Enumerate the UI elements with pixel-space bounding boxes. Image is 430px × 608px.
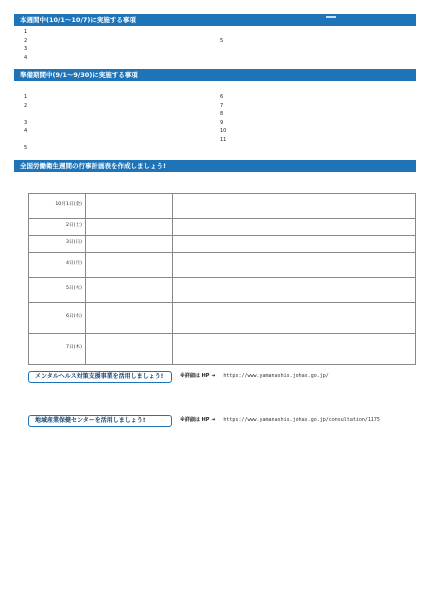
table-row: 7日(木) <box>29 333 416 364</box>
list-item: 2 <box>24 37 28 44</box>
table-row: 6日(水) <box>29 302 416 333</box>
mental-health-row <box>14 371 416 383</box>
table-row: 3日(日) <box>29 235 416 252</box>
mental-health-title: メンタルヘルス対策支援事業を活用しましょう! <box>28 371 172 383</box>
section3-intro <box>14 172 416 182</box>
center-list-title <box>14 445 416 454</box>
center-paragraph-1 <box>14 427 416 436</box>
list-item: 4 <box>24 128 28 134</box>
center-detail-label: ※詳細は HP ➜ <box>180 417 216 424</box>
section1-columns <box>14 26 416 63</box>
section2-right <box>220 94 408 154</box>
section1-header <box>14 14 416 26</box>
list-item: 5 <box>24 145 28 151</box>
mental-health-contact <box>14 401 416 410</box>
list-item: 5 <box>220 37 224 44</box>
list-item: 6 <box>220 94 224 100</box>
list-item: 1 <box>24 94 28 100</box>
mental-health-paragraph-2 <box>14 392 416 401</box>
section2-columns <box>14 91 416 154</box>
list-item <box>24 137 212 144</box>
section1-title: 本週間中(10/1〜10/7)に実施する事項 <box>20 16 136 24</box>
section3-title: 全国労働衛生週間の行事計画表を作成しましょう! <box>20 161 166 170</box>
list-item: 3 <box>24 46 28 52</box>
mental-health-paragraph-1 <box>14 383 416 392</box>
list-item: 10 <box>220 128 227 134</box>
section2-left <box>24 94 212 154</box>
list-item: 1 <box>24 29 28 35</box>
list-item <box>24 111 212 118</box>
schedule-title <box>14 182 416 191</box>
section1-note <box>326 16 336 18</box>
list-item <box>220 29 408 36</box>
list-item: 11 <box>220 136 227 143</box>
table-row: 4日(月) <box>29 252 416 277</box>
mental-health-detail-label: ※詳細は HP ➜ <box>180 373 216 380</box>
section2-title: 準備期間中(9/1〜9/30)に実施する事項 <box>20 71 138 79</box>
table-row: 10月1日(金) <box>29 193 416 218</box>
list-item: 8 <box>220 111 224 117</box>
list-item <box>30 474 402 481</box>
table-row: 2日(土) <box>29 218 416 235</box>
list-item: 4 <box>24 54 28 61</box>
section1-left <box>24 29 212 63</box>
section3-header <box>14 160 416 172</box>
center-url-link[interactable]: https://www.yamanashis.johas.go.jp/consultation/1175 <box>223 417 380 424</box>
section2-intro <box>14 81 416 91</box>
list-item: 2 <box>24 102 28 109</box>
list-item <box>220 46 408 53</box>
table-row: 5日(火) <box>29 277 416 302</box>
section2-header <box>14 69 416 81</box>
center-paragraph-2 <box>14 436 416 445</box>
section1-right <box>220 29 408 63</box>
center-contact-list <box>14 454 416 481</box>
list-item: 7 <box>220 102 224 109</box>
center-row <box>14 415 416 427</box>
list-item: 9 <box>220 119 224 126</box>
center-title: 地域産業保健センターを活用しましょう! <box>28 415 172 427</box>
schedule-table <box>28 193 416 365</box>
list-item: 3 <box>24 119 28 126</box>
mental-health-url-link[interactable]: https://www.yamanashis.johas.go.jp/ <box>223 373 329 380</box>
